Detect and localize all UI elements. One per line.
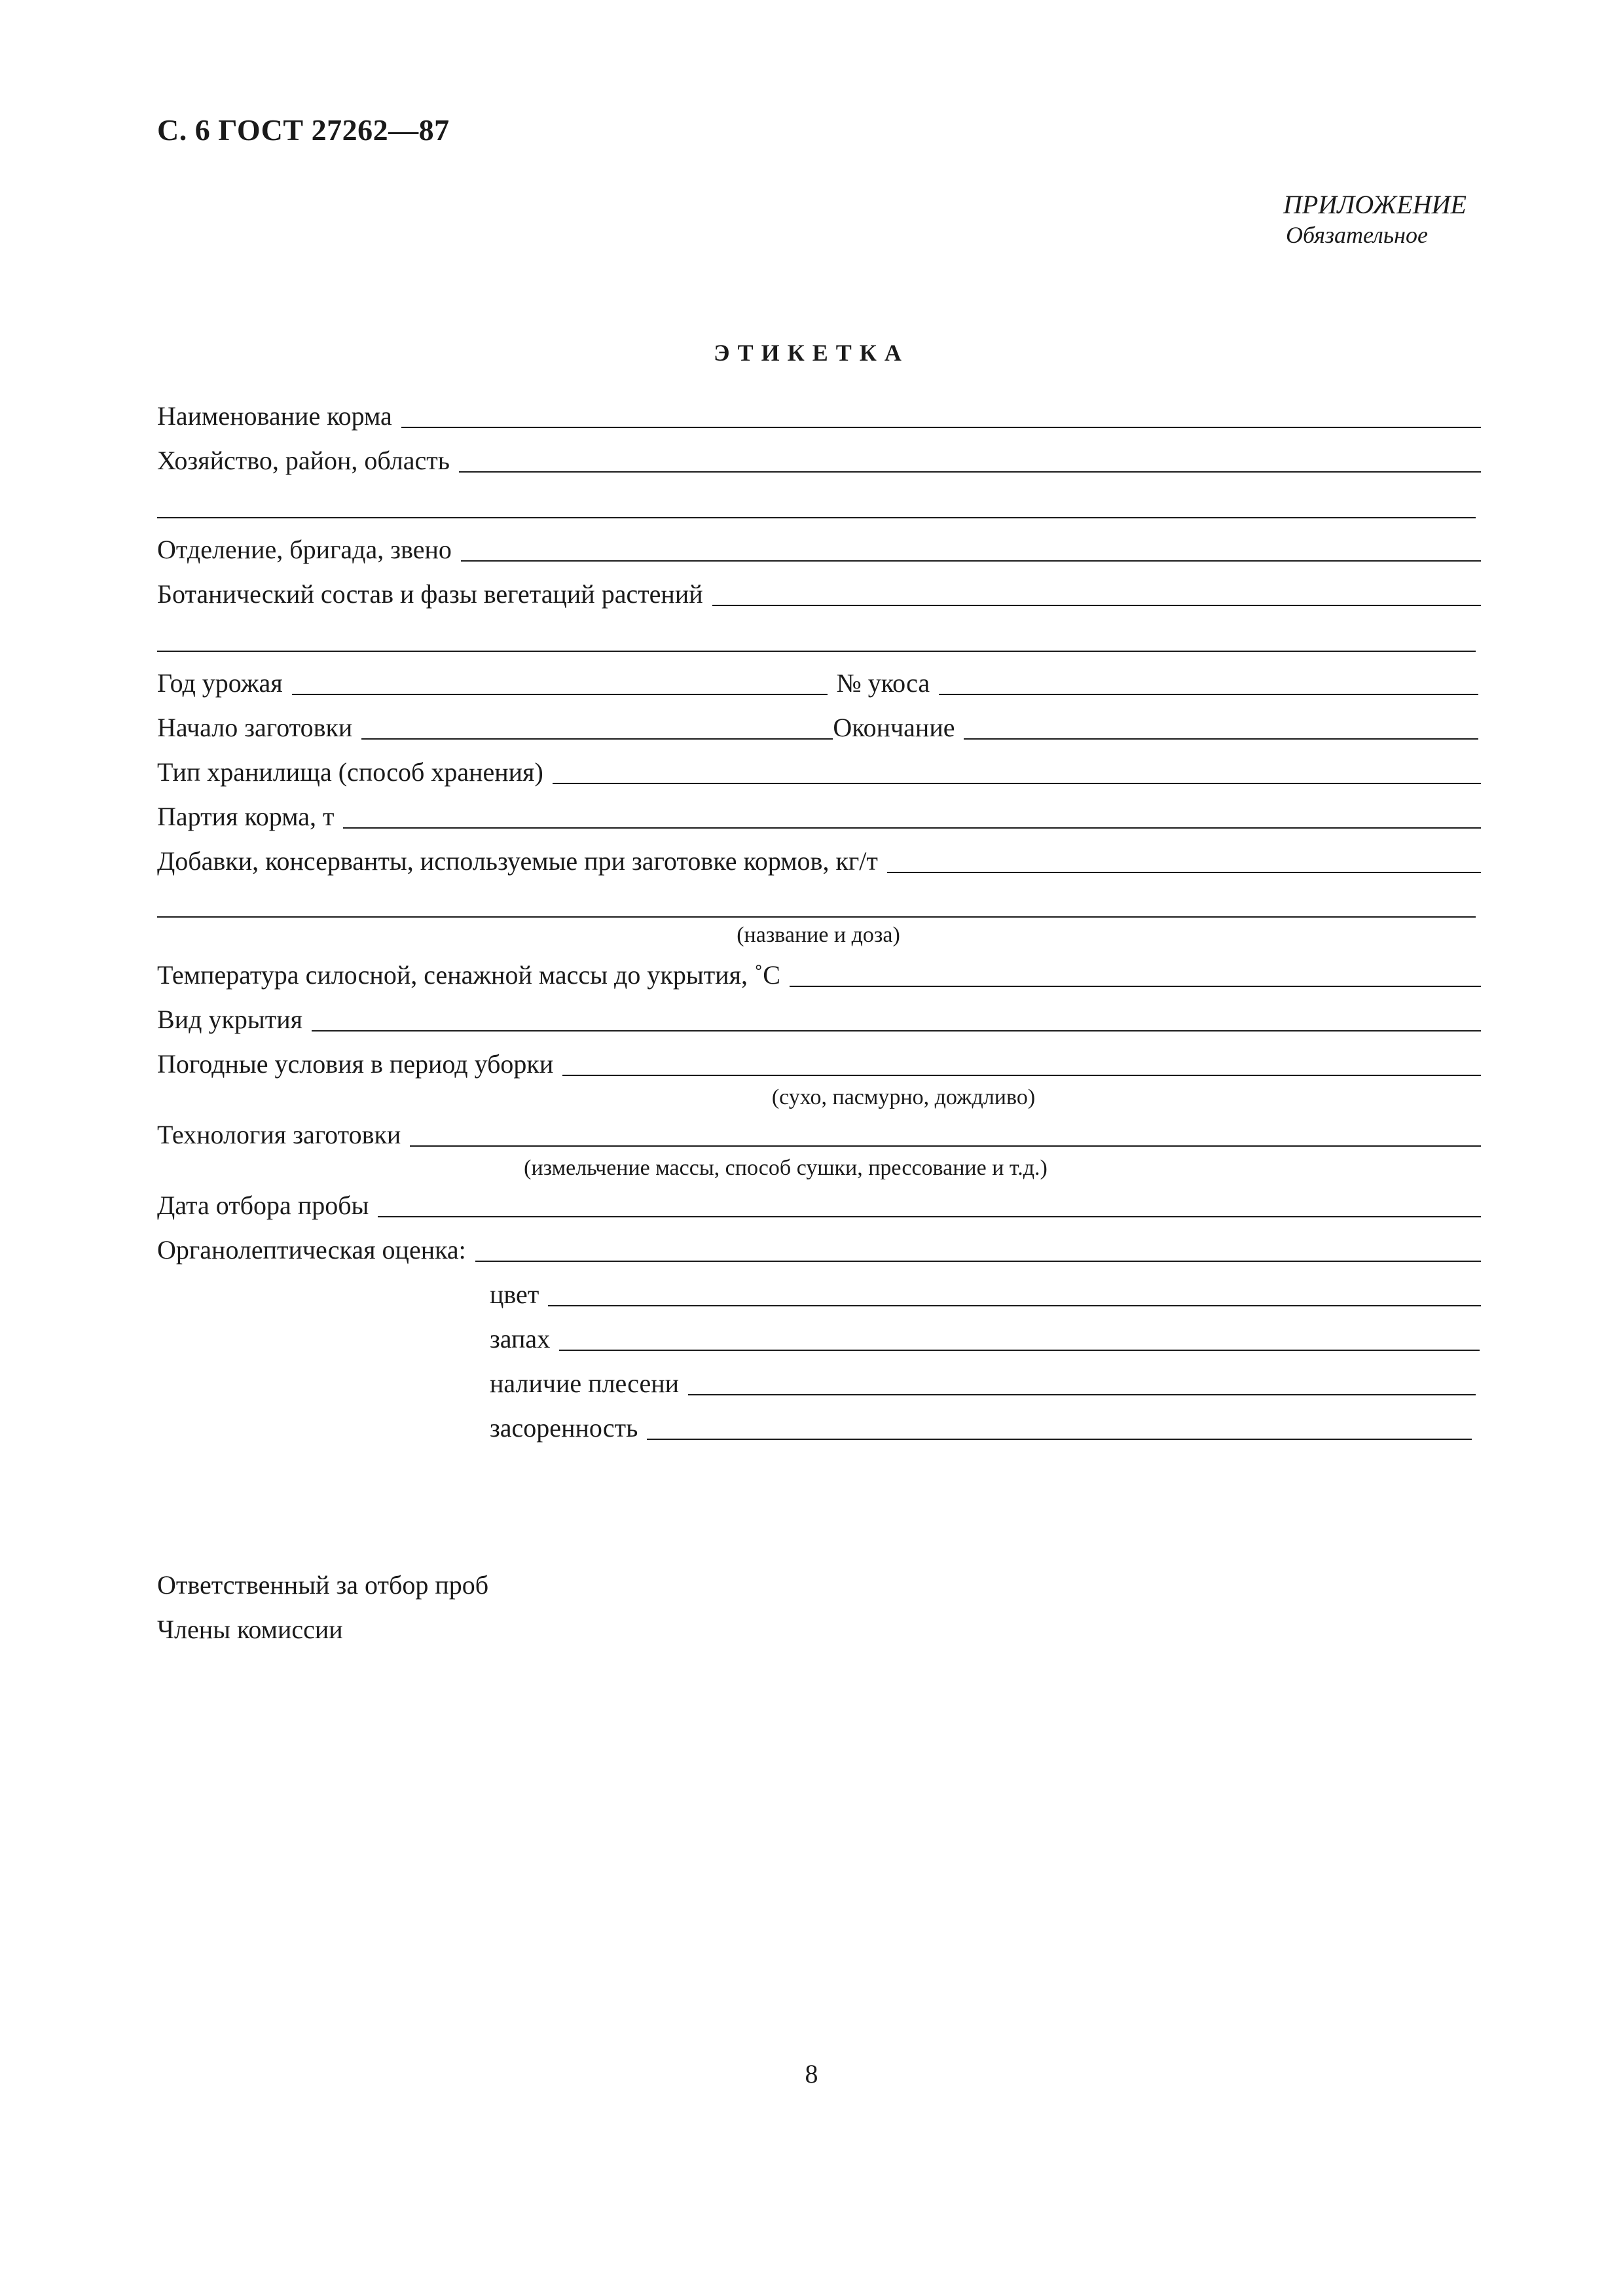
- field-label: Год урожая: [157, 668, 283, 698]
- field-weather[interactable]: [157, 1047, 1481, 1081]
- field-label: Начало заготовки: [157, 713, 353, 742]
- field-label: наличие плесени: [490, 1369, 680, 1398]
- fill-line[interactable]: [475, 1261, 1481, 1262]
- fill-line[interactable]: [548, 1305, 1481, 1306]
- fill-line[interactable]: [712, 605, 1481, 606]
- field-additives[interactable]: [157, 844, 1481, 878]
- field-smell[interactable]: [490, 1322, 1480, 1356]
- fill-line[interactable]: [964, 738, 1478, 740]
- continuation-line[interactable]: [157, 517, 1476, 518]
- field-label: запах: [490, 1324, 551, 1354]
- weather-hint: (сухо, пасмурно, дождливо): [771, 1085, 1036, 1109]
- field-label: Вид укрытия: [157, 1005, 303, 1034]
- document-reference: С. 6 ГОСТ 27262—87: [157, 113, 450, 147]
- fill-line[interactable]: [553, 783, 1481, 784]
- field-label: засоренность: [490, 1413, 638, 1443]
- field-sample-date[interactable]: [157, 1189, 1481, 1223]
- fill-line[interactable]: [410, 1145, 1481, 1147]
- field-label: Отделение, бригада, звено: [157, 535, 452, 564]
- field-label: № укоса: [836, 668, 930, 698]
- field-harvest-year-and-cut[interactable]: [157, 666, 1478, 700]
- field-temperature[interactable]: [157, 958, 1481, 992]
- field-label: Хозяйство, район, область: [157, 446, 450, 475]
- field-label: Температура силосной, сенажной массы до укрытия, ˚С: [157, 960, 780, 990]
- field-department[interactable]: [157, 533, 1481, 567]
- field-batch[interactable]: [157, 800, 1481, 834]
- fill-line[interactable]: [312, 1030, 1481, 1031]
- continuation-line[interactable]: [157, 916, 1476, 918]
- field-cover[interactable]: [157, 1003, 1481, 1037]
- fill-line[interactable]: [292, 694, 828, 695]
- commission-signature-label: Члены комиссии: [157, 1615, 343, 1644]
- fill-line[interactable]: [378, 1216, 1481, 1217]
- field-start-and-end[interactable]: [157, 711, 1478, 745]
- responsible-signature-label: Ответственный за отбор проб: [157, 1570, 489, 1600]
- appendix-title: ПРИЛОЖЕНИЕ: [1283, 190, 1467, 219]
- fill-line[interactable]: [461, 560, 1481, 562]
- field-label: Технология заготовки: [157, 1120, 401, 1149]
- field-contamination[interactable]: [490, 1411, 1472, 1445]
- fill-line[interactable]: [887, 872, 1481, 873]
- fill-line[interactable]: [361, 738, 833, 740]
- fill-line[interactable]: [939, 694, 1478, 695]
- technology-hint: (измельчение массы, способ сушки, прессование и т.д.): [524, 1156, 1048, 1180]
- field-farm[interactable]: [157, 444, 1481, 478]
- appendix-status: Обязательное: [1286, 222, 1428, 248]
- fill-line[interactable]: [790, 986, 1481, 987]
- page-number: 8: [805, 2059, 818, 2089]
- fill-line[interactable]: [459, 471, 1481, 473]
- field-mold[interactable]: [490, 1367, 1476, 1401]
- additives-hint: (название и доза): [737, 923, 900, 947]
- fill-line[interactable]: [401, 427, 1481, 428]
- form-title: ЭТИКЕТКА: [714, 340, 909, 366]
- fill-line[interactable]: [688, 1394, 1476, 1395]
- field-label: Добавки, консерванты, используемые при заготовке кормов, кг/т: [157, 846, 878, 876]
- field-feed-name[interactable]: [157, 399, 1481, 433]
- field-label: Тип хранилища (способ хранения): [157, 757, 543, 787]
- fill-line[interactable]: [647, 1439, 1472, 1440]
- field-botanical[interactable]: [157, 577, 1481, 611]
- field-label: Партия корма, т: [157, 802, 335, 831]
- field-label: Органолептическая оценка:: [157, 1235, 466, 1265]
- fill-line[interactable]: [559, 1350, 1480, 1351]
- field-storage[interactable]: [157, 755, 1481, 789]
- field-label: Дата отбора пробы: [157, 1191, 369, 1220]
- fill-line[interactable]: [562, 1075, 1481, 1076]
- field-label: цвет: [490, 1280, 539, 1309]
- continuation-line[interactable]: [157, 651, 1476, 652]
- field-color[interactable]: [490, 1278, 1481, 1312]
- field-label: Погодные условия в период уборки: [157, 1049, 554, 1079]
- field-label: Ботанический состав и фазы вегетаций растений: [157, 579, 703, 609]
- field-label: Наименование корма: [157, 401, 392, 431]
- field-technology[interactable]: [157, 1118, 1481, 1152]
- fill-line[interactable]: [343, 827, 1481, 829]
- field-label: Окончание: [833, 713, 955, 742]
- field-organoleptic[interactable]: [157, 1233, 1481, 1267]
